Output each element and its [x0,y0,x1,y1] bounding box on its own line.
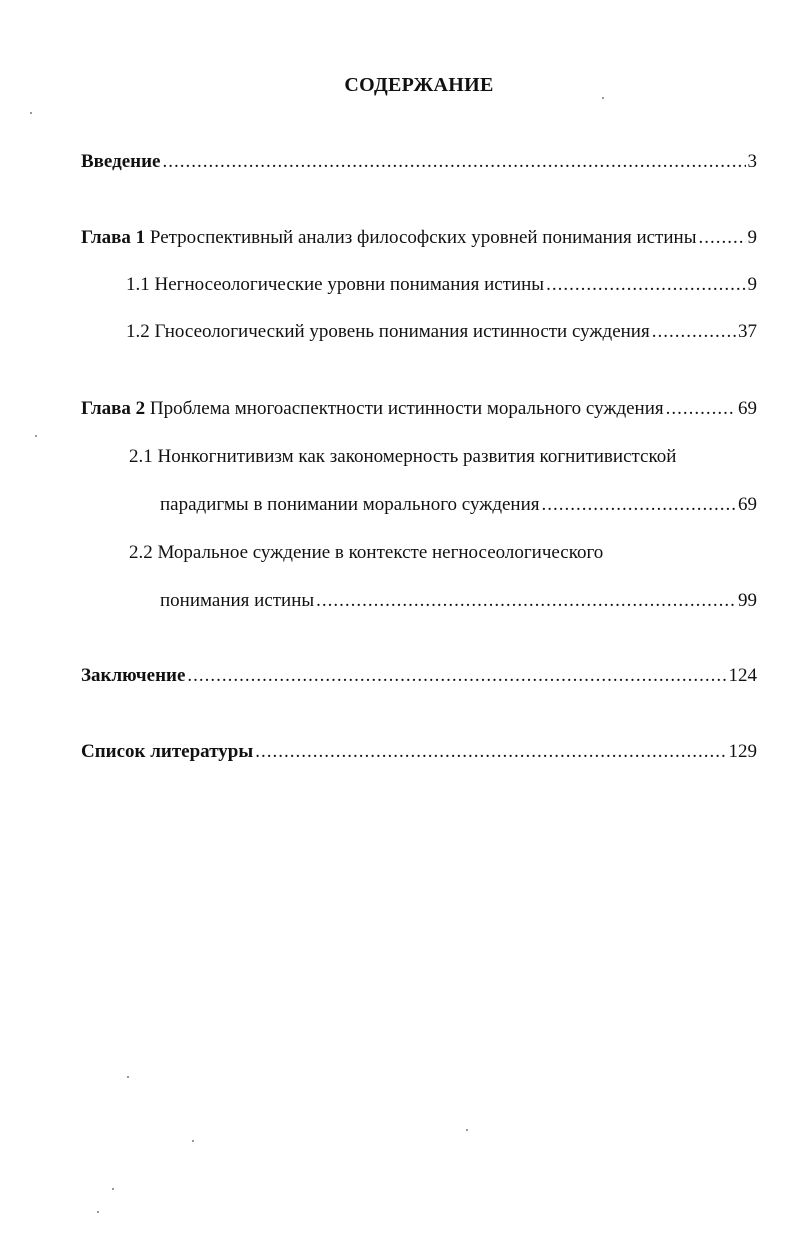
dot-leader [187,664,726,688]
scan-speck [30,112,32,114]
toc-page-number: 129 [728,741,757,762]
scan-speck [466,1129,468,1131]
toc-entry-label: парадигмы в понимании морального суждения [160,494,540,515]
dot-leader [546,273,745,297]
dot-leader [163,150,746,174]
toc-entry-bold-label: Заключение [81,665,186,686]
toc-page-number: 3 [747,151,757,172]
toc-entry-label: 1.2 Гносеологический уровень понимания истинности суждения [126,321,650,342]
toc-entry-label: Ретроспективный анализ философских уровней понимания истины [145,227,697,248]
page-title: СОДЕРЖАНИЕ [344,74,494,96]
toc-entry-bold-label: Введение [81,151,161,172]
toc-page-number: 69 [738,494,757,515]
scan-speck [97,1211,99,1213]
toc-entry-section-2-2-line-1: 2.2 Моральное суждение в контексте негносеологического [129,542,604,563]
toc-entry-chapter-1 [81,226,757,250]
scan-speck [192,1140,194,1142]
dot-leader [542,493,737,517]
toc-entry-section-1-1 [126,273,757,297]
toc-entry-bold-label: Глава 1 [81,227,146,248]
toc-entry-chapter-2 [81,397,757,421]
toc-entry-section-2-1-line-1: 2.1 Нонкогнитивизм как закономерность развития когнитивистской [129,446,677,467]
toc-entry-section-2-1 [160,493,757,517]
toc-entry-bold-label: Список литературы [81,741,254,762]
scan-speck [35,435,37,437]
toc-entry-introduction [81,150,757,174]
toc-entry-label: Проблема многоаспектности истинности морального суждения [145,398,664,419]
scan-speck [602,97,604,99]
dot-leader [255,740,726,764]
scan-speck [127,1076,129,1078]
toc-page-number: 37 [738,321,757,342]
toc-entry-bold-label: Глава 2 [81,398,146,419]
scan-speck [112,1188,114,1190]
dot-leader [666,397,736,421]
toc-page-number: 99 [738,590,757,611]
dot-leader [316,589,736,613]
toc-entry-bibliography [81,740,757,764]
toc-page-number: 9 [747,274,757,295]
dot-leader [698,226,745,250]
toc-page-number: 9 [747,227,757,248]
toc-entry-label: понимания истины [160,590,315,611]
toc-page-number: 69 [738,398,757,419]
toc-entry-label: 1.1 Негносеологические уровни понимания истины [126,274,545,295]
toc-page-number: 124 [728,665,757,686]
toc-entry-section-2-2 [160,589,757,613]
toc-entry-section-1-2 [126,320,757,344]
toc-entry-conclusion [81,664,757,688]
dot-leader [652,320,736,344]
